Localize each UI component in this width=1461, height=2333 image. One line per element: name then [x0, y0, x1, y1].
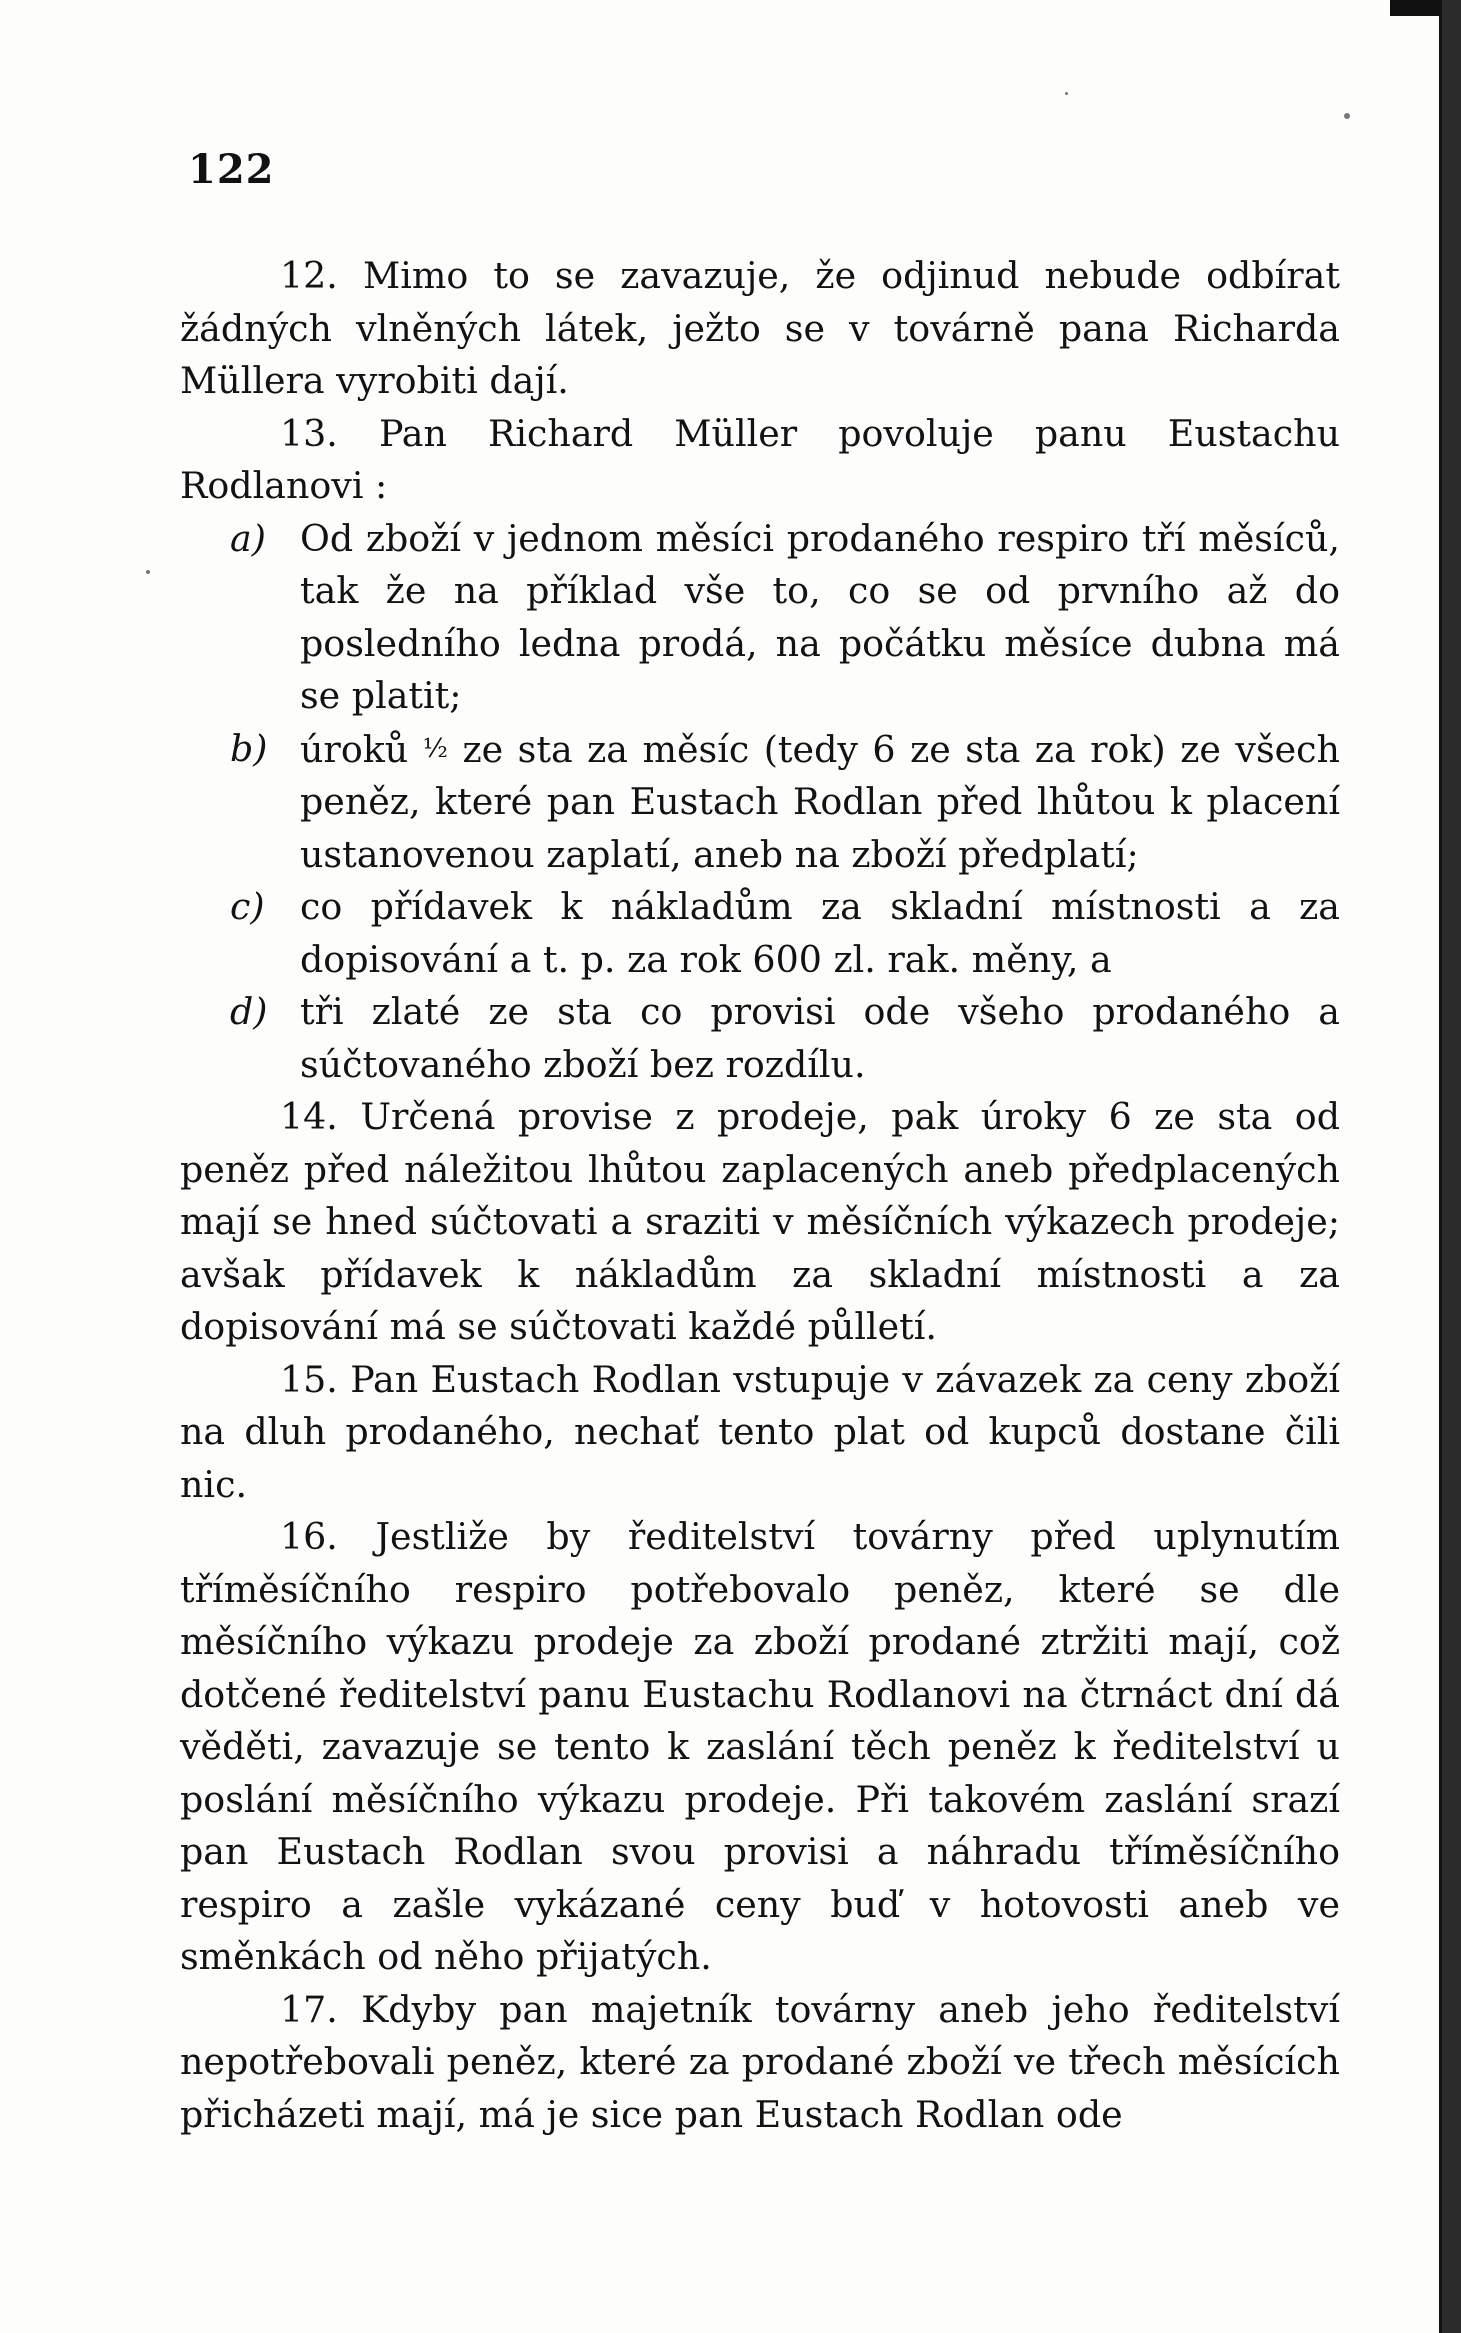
fraction-half: ½ — [422, 733, 448, 764]
paragraph-14: 14. Určená provise z prodeje, pak úroky 6 ze sta od peněz před náležitou lhůtou zaplacených aneb předplacených mají se hned súčtovati a sraziti v měsíčních výkazech prodeje; avšak přídavek k nákladům za skladní místnosti a za dopisování má se súčtovati každé půlletí. — [180, 1095, 1340, 1348]
scan-edge — [1390, 0, 1442, 16]
paragraph-15: 15. Pan Eustach Rodlan vstupuje v závazek za ceny zboží na dluh prodaného, nechať tento plat od kupců dostane čili nic. — [180, 1357, 1341, 1506]
list-item-b: b) úroků ½ ze sta za měsíc (tedy 6 ze sta za rok) ze všech peněz, které pan Eustach Rodlan před lhůtou k placení ustanovenou zaplatí, aneb na zboží předplatí; — [230, 726, 1340, 876]
list-item-d: d) tři zlaté ze sta co provisi ode všeho prodaného a súčtovaného zboží bez rozdílu. — [230, 990, 1340, 1086]
paragraph-16: 16. Jestliže by ředitelství továrny před uplynutím tříměsíčního respiro potřebovalo peněz, které se dle měsíčního výkazu prodeje za zboží prodané ztržiti mají, což dotčené ředitelství panu Eustachu Rodlanovi na čtrnáct dní dá věděti, zavazuje se tento k zaslání těch peněz k ředitelství u poslání měsíčního výkazu prodeje. Při takovém zaslání srazí pan Eustach Rodlan svou provisi a náhradu tříměsíčního respiro a zašle vykázané ceny buď v hotovosti aneb ve směnkách od něho přijatých. — [180, 1515, 1340, 1978]
paragraph-12: 12. Mimo to se zavazuje, že odjinud nebude odbírat žádných vlněných látek, ježto se v továrně pana Richarda Müllera vyrobiti dají. — [180, 254, 1340, 402]
paper-speck — [1344, 113, 1350, 119]
paragraph-17: 17. Kdyby pan majetník továrny aneb jeho ředitelství nepotřebovali peněz, které za prodané zboží ve třech měsících přicházeti mají, má je sice pan Eustach Rodlan ode — [180, 1987, 1340, 2136]
paper-speck — [1065, 92, 1068, 95]
list-item-c: c) co přídavek k nákladům za skladní místnosti a za dopisování a t. p. za rok 600 zl. rak. měny, a — [230, 885, 1340, 981]
list-item-a: a) Od zboží v jednom měsíci prodaného respiro tří měsíců, tak že na příklad vše to, co se od prvního až do posledního ledna prodá, na počátku měsíce dubna má se platit; — [230, 516, 1340, 717]
page-number: 122 — [188, 146, 275, 193]
paragraph-13: 13. Pan Richard Müller povoluje panu Eustachu Rodlanovi : — [180, 411, 1341, 507]
body-text — [180, 250, 1340, 2141]
paper-speck — [146, 570, 150, 574]
